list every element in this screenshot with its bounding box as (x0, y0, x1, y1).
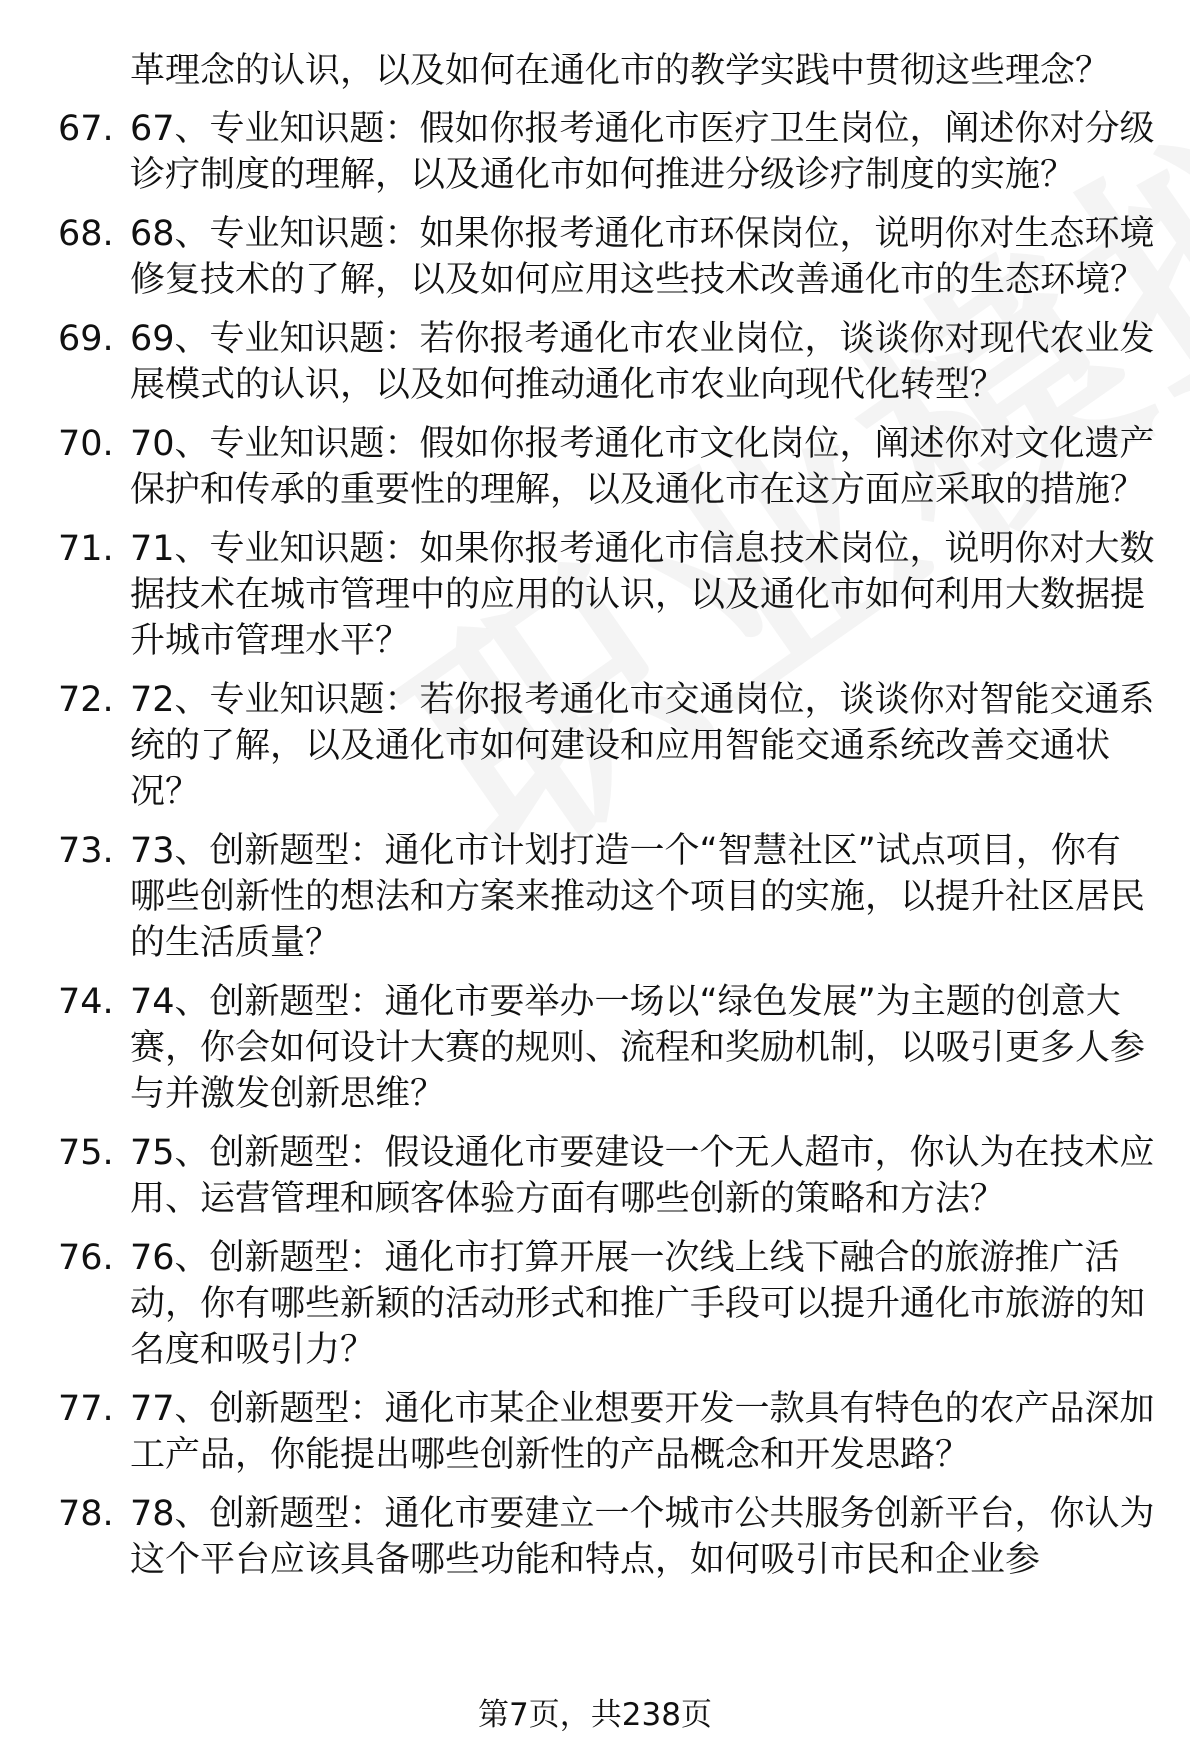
question-item (0, 979, 1190, 1117)
question-text: 70、专业知识题：假如你报考通化市文化岗位，阐述你对文化遗产保护和传承的重要性的理解，以及通化市在这方面应采取的措施？ (130, 424, 1155, 510)
question-number: 77. (58, 1389, 114, 1429)
question-number: 75. (58, 1133, 114, 1173)
question-number: 73. (58, 831, 114, 871)
question-number: 69. (58, 319, 114, 359)
question-number: 71. (58, 529, 114, 569)
question-text: 76、创新题型：通化市打算开展一次线上线下融合的旅游推广活动，你有哪些新颖的活动形式和推广手段可以提升通化市旅游的知名度和吸引力？ (130, 1238, 1146, 1370)
question-text: 71、专业知识题：如果你报考通化市信息技术岗位，说明你对大数据技术在城市管理中的应用的认识，以及通化市如何利用大数据提升城市管理水平？ (130, 529, 1155, 661)
question-text: 78、创新题型：通化市要建立一个城市公共服务创新平台，你认为这个平台应该具备哪些功能和特点，如何吸引市民和企业参 (130, 1494, 1155, 1580)
question-item (0, 211, 1190, 303)
question-item (0, 1386, 1190, 1478)
question-text: 72、专业知识题：若你报考通化市交通岗位，谈谈你对智能交通系统的了解，以及通化市如何建设和应用智能交通系统改善交通状况？ (130, 680, 1155, 812)
question-number: 67. (58, 109, 114, 149)
page-footer: 第7页，共238页 (478, 1697, 712, 1733)
question-item (0, 526, 1190, 664)
question-item (0, 1130, 1190, 1222)
question-item (0, 1235, 1190, 1373)
question-number: 78. (58, 1494, 114, 1534)
question-number: 74. (58, 982, 114, 1022)
question-text: 75、创新题型：假设通化市要建设一个无人超市，你认为在技术应用、运营管理和顾客体验方面有哪些创新的策略和方法？ (130, 1133, 1155, 1219)
question-text: 67、专业知识题：假如你报考通化市医疗卫生岗位，阐述你对分级诊疗制度的理解，以及通化市如何推进分级诊疗制度的实施？ (130, 109, 1155, 195)
question-text: 74、创新题型：通化市要举办一场以“绿色发展”为主题的创意大赛，你会如何设计大赛的规则、流程和奖励机制，以吸引更多人参与并激发创新思维？ (130, 982, 1146, 1114)
continuation-text: 革理念的认识，以及如何在通化市的教学实践中贯彻这些理念？ (130, 51, 1111, 91)
question-number: 70. (58, 424, 114, 464)
question-number: 68. (58, 214, 114, 254)
question-text: 73、创新题型：通化市计划打造一个“智慧社区”试点项目，你有哪些创新性的想法和方案来推动这个项目的实施，以提升社区居民的生活质量？ (130, 831, 1146, 963)
question-text: 68、专业知识题：如果你报考通化市环保岗位，说明你对生态环境修复技术的了解，以及如何应用这些技术改善通化市的生态环境？ (130, 214, 1155, 300)
question-text: 69、专业知识题：若你报考通化市农业岗位，谈谈你对现代农业发展模式的认识，以及如何推动通化市农业向现代化转型？ (130, 319, 1155, 405)
question-list (0, 106, 1190, 1596)
question-item (0, 106, 1190, 198)
question-item (0, 828, 1190, 966)
question-text: 77、创新题型：通化市某企业想要开发一款具有特色的农产品深加工产品，你能提出哪些创新性的产品概念和开发思路？ (130, 1389, 1155, 1475)
question-item (0, 1491, 1190, 1583)
question-number: 76. (58, 1238, 114, 1278)
question-number: 72. (58, 680, 114, 720)
question-item (0, 421, 1190, 513)
question-item (0, 677, 1190, 815)
question-item (0, 316, 1190, 408)
